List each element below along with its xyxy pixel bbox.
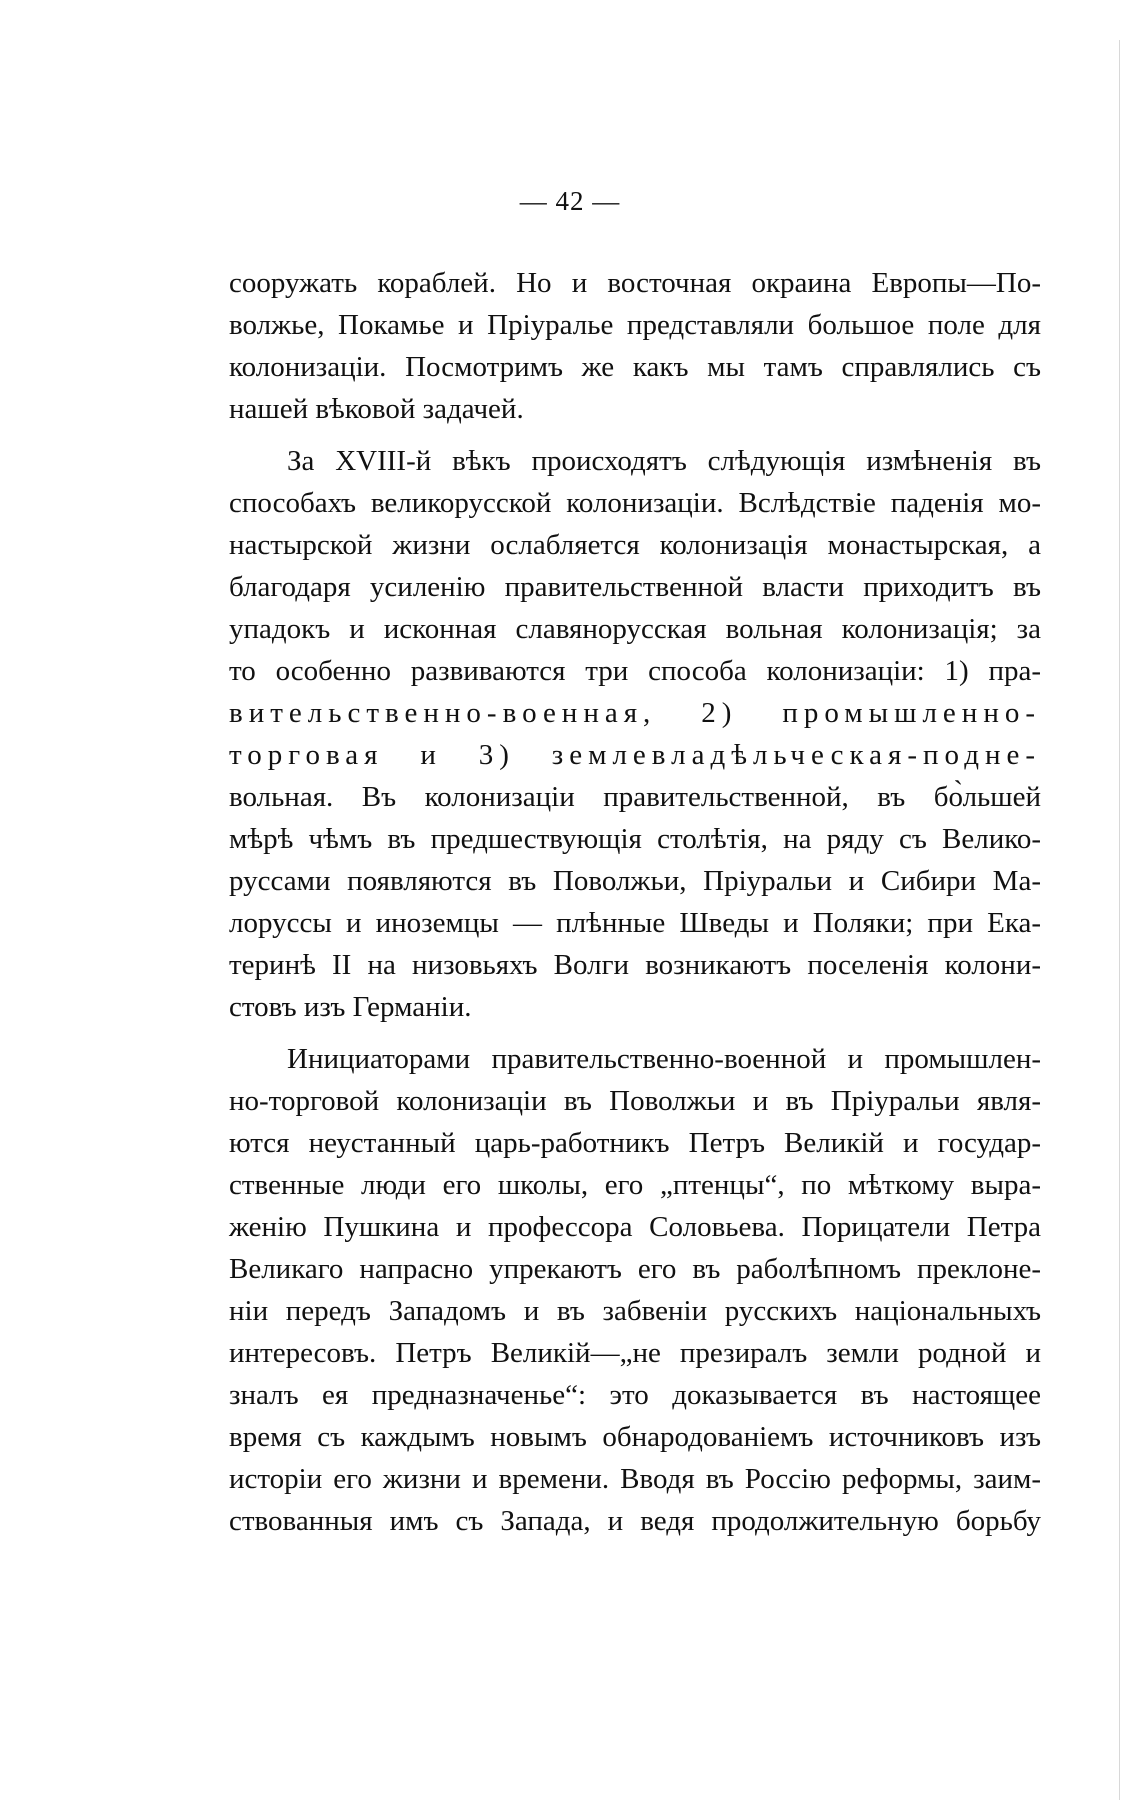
text-line: Великаго напрасно упрекаютъ его въ раболѣпномъ преклоне- (229, 1253, 1041, 1285)
text-line: За XVIII-й вѣкъ происходятъ слѣдующія измѣненія въ (287, 445, 1041, 477)
text-line: ются неустанный царь-работникъ Петръ Великій и государ- (229, 1127, 1041, 1159)
text-line: колонизаціи. Посмотримъ же какъ мы тамъ справлялись съ (229, 351, 1041, 383)
text-line: зналъ ея предназначенье“: это доказывается въ настоящее (229, 1379, 1041, 1411)
text-line: ствованныя имъ съ Запада, и ведя продолжительную борьбу (229, 1505, 1041, 1537)
text-line: ственные люди его школы, его „птенцы“, по мѣткому выра- (229, 1169, 1041, 1201)
text-line: исторіи его жизни и времени. Вводя въ Россію реформы, заим- (229, 1463, 1041, 1495)
text-line: стовъ изъ Германіи. (229, 991, 472, 1023)
paragraph (229, 262, 1041, 430)
text-line: то особенно развиваются три способа колонизаціи: 1) пра- (229, 655, 1041, 687)
paragraph (229, 1038, 1041, 1542)
text-line: руссами появляются въ Поволжьи, Пріуральи и Сибири Ма- (229, 865, 1041, 897)
text-line: лоруссы и иноземцы — плѣнные Шведы и Поляки; при Ека- (229, 907, 1041, 939)
text-line: сооружать кораблей. Но и восточная окраина Европы—По- (229, 267, 1041, 299)
text-line: интересовъ. Петръ Великій—„не презиралъ земли родной и (229, 1337, 1041, 1369)
page-number: — 42 — (519, 186, 621, 216)
body-text (229, 262, 1041, 1542)
text-line: вительственно-военная, 2) промышленно- (229, 697, 1041, 729)
text-line: женію Пушкина и профессора Соловьева. Порицатели Петра (229, 1211, 1041, 1243)
paragraph (229, 440, 1041, 1028)
text-line: Инициаторами правительственно-военной и промышлен- (287, 1043, 1041, 1075)
text-line: торговая и 3) землевладѣльческая-подне- (229, 739, 1041, 771)
text-line: нашей вѣковой задачей. (229, 393, 524, 425)
text-line: мѣрѣ чѣмъ въ предшествующія столѣтія, на ряду съ Велико- (229, 823, 1041, 855)
text-line: способахъ великорусской колонизаціи. Вслѣдствіе паденія мо- (229, 487, 1041, 519)
text-line: вольная. Въ колонизаціи правительственной, въ бо̀льшей (229, 781, 1041, 813)
text-line: но-торговой колонизаціи въ Поволжьи и въ Пріуральи явля- (229, 1085, 1041, 1117)
scan-edge-line (1119, 40, 1120, 1800)
text-line: время съ каждымъ новымъ обнародованіемъ источниковъ изъ (229, 1421, 1041, 1453)
text-line: ніи передъ Западомъ и въ забвеніи русскихъ національныхъ (229, 1295, 1041, 1327)
text-line: настырской жизни ослабляется колонизація монастырская, а (229, 529, 1041, 561)
text-line: благодаря усиленію правительственной власти приходитъ въ (229, 571, 1041, 603)
text-line: упадокъ и исконная славянорусская вольная колонизація; за (229, 613, 1041, 645)
text-line: волжье, Покамье и Пріуралье представляли большое поле для (229, 309, 1041, 341)
text-line: теринѣ II на низовьяхъ Волги возникаютъ поселенія колони- (229, 949, 1041, 981)
